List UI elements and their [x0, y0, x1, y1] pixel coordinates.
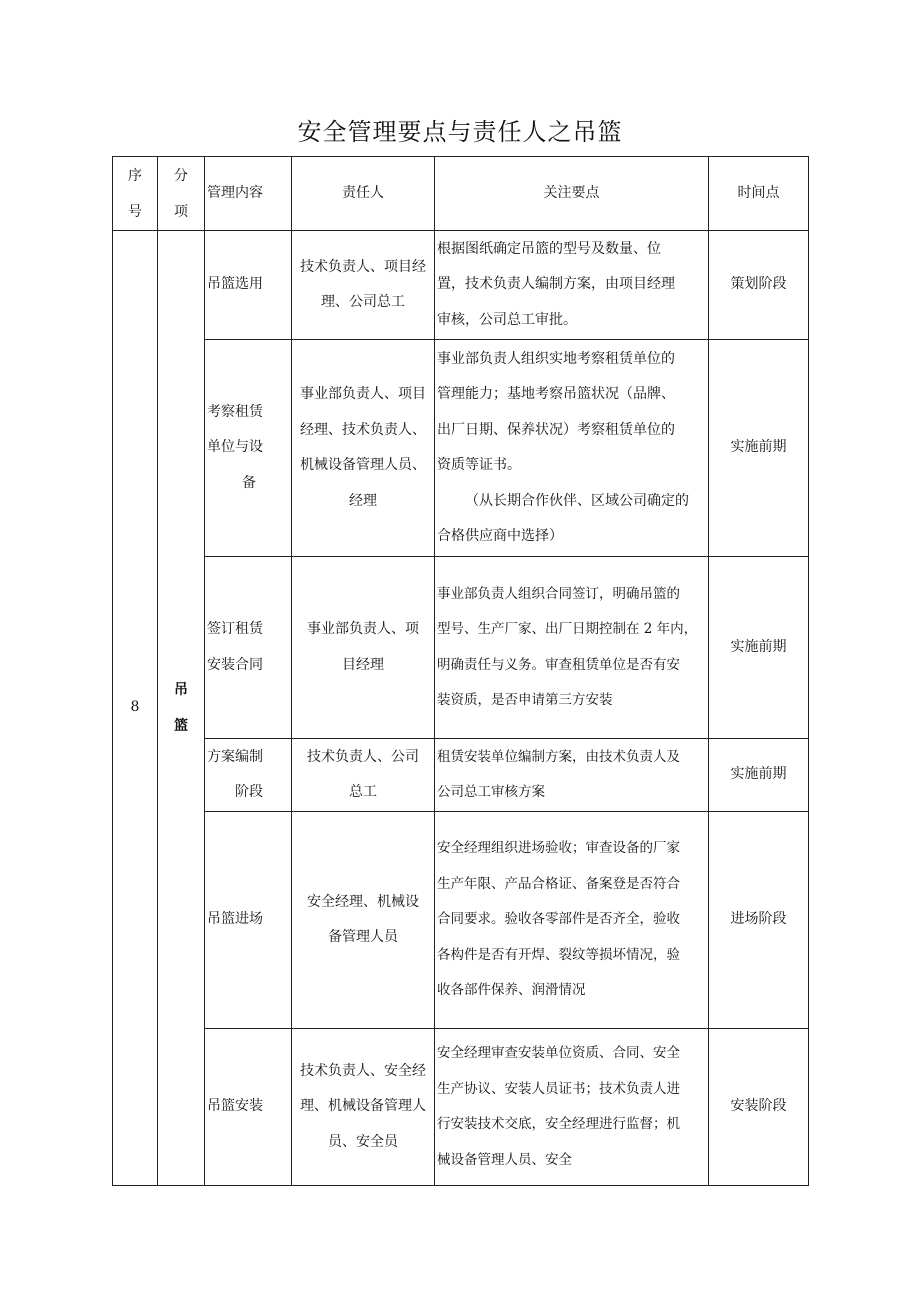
- content-cell: 考察租赁 单位与设 备: [205, 340, 292, 557]
- content-cell: 吊篮安装: [205, 1029, 292, 1186]
- subitem-cell: 吊 篮: [158, 231, 205, 1186]
- table-row: [113, 812, 809, 1029]
- header-points: 关注要点: [435, 157, 709, 231]
- header-subitem: 分 项: [158, 157, 205, 231]
- header-person: 责任人: [292, 157, 435, 231]
- points-cell: 安全经理审查安装单位资质、合同、安全 生产协议、安装人员证书；技术负责人进 行安装技术交底，安全经理进行监督；机 械设备管理人员、安全: [435, 1029, 709, 1186]
- person-cell: 事业部负责人、项 目经理: [292, 557, 435, 739]
- table-row: [113, 340, 809, 557]
- time-cell: 实施前期: [709, 739, 809, 812]
- header-seq: 序 号: [113, 157, 158, 231]
- content-cell: 吊篮选用: [205, 231, 292, 340]
- points-cell: 安全经理组织进场验收；审查设备的厂家 生产年限、产品合格证、备案登是否符合 合同要求。验收各零部件是否齐全，验收 各构件是否有开焊、裂纹等损坏情况，验 收各部件保养、润滑情况: [435, 812, 709, 1029]
- person-cell: 事业部负责人、项目 经理、技术负责人、 机械设备管理人员、 经理: [292, 340, 435, 557]
- header-time: 时间点: [709, 157, 809, 231]
- person-cell: 技术负责人、项目经 理、公司总工: [292, 231, 435, 340]
- content-cell: 方案编制 阶段: [205, 739, 292, 812]
- time-cell: 策划阶段: [709, 231, 809, 340]
- time-cell: 实施前期: [709, 340, 809, 557]
- table-row: [113, 739, 809, 812]
- time-cell: 进场阶段: [709, 812, 809, 1029]
- header-content: 管理内容: [205, 157, 292, 231]
- person-cell: 技术负责人、安全经 理、机械设备管理人 员、安全员: [292, 1029, 435, 1186]
- page-title: 安全管理要点与责任人之吊篮: [297, 118, 623, 146]
- person-cell: 安全经理、机械设 备管理人员: [292, 812, 435, 1029]
- time-cell: 安装阶段: [709, 1029, 809, 1186]
- table-row: [113, 231, 809, 340]
- content-cell: 签订租赁 安装合同: [205, 557, 292, 739]
- seq-cell: 8: [113, 231, 158, 1186]
- content-cell: 吊篮进场: [205, 812, 292, 1029]
- points-cell: 事业部负责人组织实地考察租赁单位的 管理能力；基地考察吊篮状况（品牌、 出厂日期、保养状况）考察租赁单位的 资质等证书。 （从长期合作伙伴、区域公司确定的 合格供应商中选择）: [435, 340, 709, 557]
- safety-management-table: [112, 156, 809, 1186]
- table-header-row: [113, 157, 809, 231]
- points-cell: 租赁安装单位编制方案，由技术负责人及 公司总工审核方案: [435, 739, 709, 812]
- time-cell: 实施前期: [709, 557, 809, 739]
- table-row: [113, 557, 809, 739]
- table-row: [113, 1029, 809, 1186]
- person-cell: 技术负责人、公司 总工: [292, 739, 435, 812]
- points-cell: 根据图纸确定吊篮的型号及数量、位 置，技术负责人编制方案，由项目经理 审核，公司总工审批。: [435, 231, 709, 340]
- points-cell: 事业部负责人组织合同签订，明确吊篮的 型号、生产厂家、出厂日期控制在 2 年内， 明确责任与义务。审查租赁单位是否有安 装资质，是否申请第三方安装: [435, 557, 709, 739]
